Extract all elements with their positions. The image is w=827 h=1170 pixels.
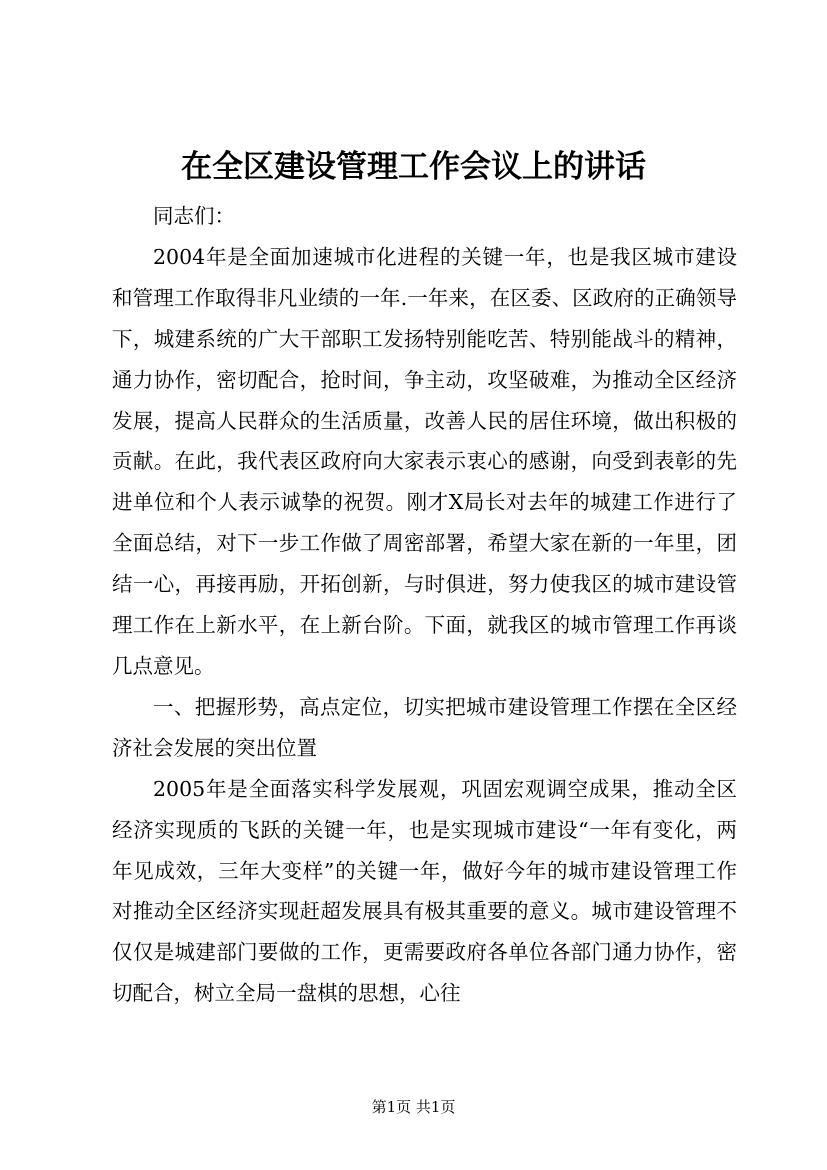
- page-footer: 第1页 共1页: [371, 1098, 456, 1116]
- section-heading-1: 一、把握形势，高点定位，切实把城市建设管理工作摆在全区经济社会发展的突出位置: [112, 694, 737, 760]
- salutation: 同志们：: [153, 204, 235, 228]
- document-body: [112, 196, 737, 1014]
- paragraph-1: 2004年是全面加速城市化进程的关键一年，也是我区城市建设和管理工作取得非凡业绩的一年.一年来，在区委、区政府的正确领导下，城建系统的广大干部职工发扬特别能吃苦、特别能战斗的精神，通力协作，密切配合，抢时间，争主动，攻坚破难，为推动全区经济发展，提高人民群众的生活质量，改善人民的居住环境，做出积极的贡献。在此，我代表区政府向大家表示衷心的感谢，向受到表彰的先进单位和个人表示诚挚的祝贺。刚才X局长对去年的城建工作进行了全面总结，对下一步工作做了周密部署，希望大家在新的一年里，团结一心，再接再励，开拓创新，与时俱进，努力使我区的城市建设管理工作在上新水平，在上新台阶。下面，就我区的城市管理工作再谈几点意见。: [112, 244, 737, 678]
- paragraph-2: 2005年是全面落实科学发展观，巩固宏观调空成果，推动全区经济实现质的飞跃的关键一年，也是实现城市建设“一年有变化，两年见成效，三年大变样”的关键一年，做好今年的城市建设管理工作对推动全区经济实现赶超发展具有极其重要的意义。城市建设管理不仅仅是城建部门要做的工作，更需要政府各单位各部门通力协作，密切配合，树立全局一盘棋的思想，心往: [112, 776, 737, 1006]
- document-title: 在全区建设管理工作会议上的讲话: [181, 149, 646, 185]
